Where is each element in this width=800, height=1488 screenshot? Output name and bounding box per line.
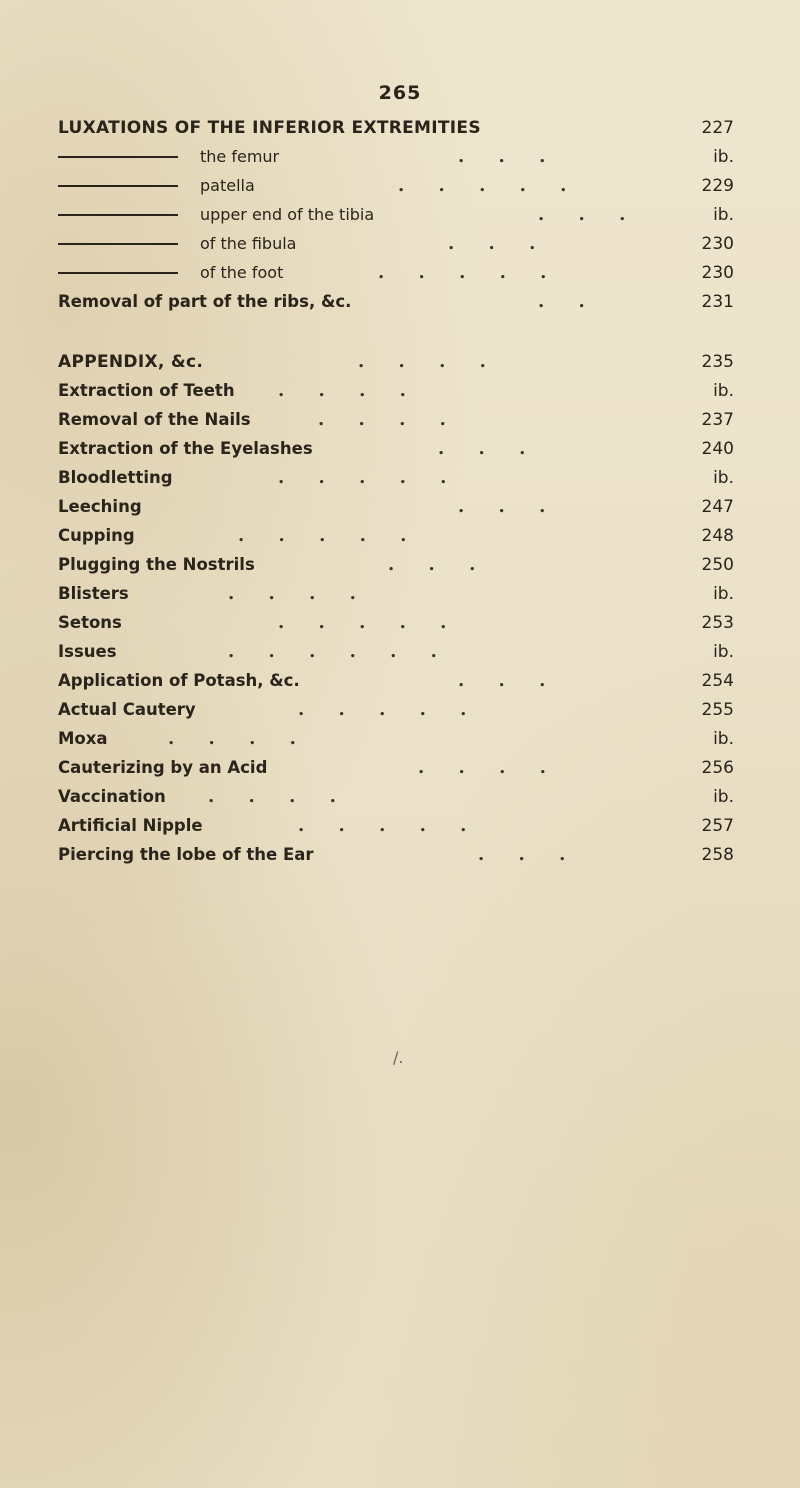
toc-entry-foot: of the foot . . . . . 230 <box>58 259 734 287</box>
ditto-dash <box>58 214 178 216</box>
entry-page: 229 <box>701 176 734 196</box>
toc-entry-bloodletting: Bloodletting . . . . . ib. <box>58 464 734 492</box>
entry-label: Setons <box>58 613 122 632</box>
entry-page: 231 <box>701 292 734 312</box>
toc-entry-nostrils: Plugging the Nostrils . . . 250 <box>58 551 734 579</box>
entry-page: 250 <box>701 555 734 575</box>
entry-page: 248 <box>701 526 734 546</box>
ditto-dash <box>58 272 178 274</box>
entry-label: Cupping <box>58 526 135 545</box>
toc-heading-luxations <box>58 114 734 142</box>
entry-label: the femur <box>200 147 280 166</box>
entry-page: 256 <box>701 758 734 778</box>
entry-label: Moxa <box>58 729 108 748</box>
entry-label: upper end of the tibia <box>200 205 375 224</box>
entry-page: 230 <box>701 263 734 283</box>
entry-page: 237 <box>701 410 734 430</box>
toc-entry-cautery: Actual Cautery . . . . . 255 <box>58 696 734 724</box>
entry-page: 258 <box>701 845 734 865</box>
entry-label: Vaccination <box>58 787 166 806</box>
entry-label: Removal of part of the ribs, &c. <box>58 292 352 311</box>
entry-label: Application of Potash, &c. <box>58 671 300 690</box>
entry-label: of the foot <box>200 263 284 282</box>
entry-label: Cauterizing by an Acid <box>58 758 268 777</box>
entry-label: Issues <box>58 642 117 661</box>
toc-entry-nails: Removal of the Nails . . . . 237 <box>58 406 734 434</box>
toc-entry-appendix: APPENDIX, &c. . . . . 235 <box>58 348 734 376</box>
entry-label: Removal of the Nails <box>58 410 251 429</box>
entry-label: Leeching <box>58 497 142 516</box>
toc-entry-leeching: Leeching . . . 247 <box>58 493 734 521</box>
entry-page: ib. <box>713 787 734 807</box>
entry-label: Actual Cautery <box>58 700 196 719</box>
page-number: 265 <box>378 82 422 104</box>
entry-label: Extraction of the Eyelashes <box>58 439 313 458</box>
toc-entry-blisters: Blisters . . . . ib. <box>58 580 734 608</box>
entry-label: LUXATIONS OF THE INFERIOR EXTREMITIES <box>58 118 481 138</box>
entry-page: 247 <box>701 497 734 517</box>
entry-page: ib. <box>713 147 734 167</box>
entry-page: 257 <box>701 816 734 836</box>
entry-label: Plugging the Nostrils <box>58 555 255 574</box>
toc-entry-cupping: Cupping . . . . . 248 <box>58 522 734 550</box>
toc-entry-setons: Setons . . . . . 253 <box>58 609 734 637</box>
ditto-dash <box>58 243 178 245</box>
toc-entry-fibula: of the fibula . . . 230 <box>58 230 734 258</box>
entry-label: patella <box>200 176 255 195</box>
entry-label: Bloodletting <box>58 468 173 487</box>
stray-mark: /. <box>393 1048 404 1067</box>
entry-page: 227 <box>701 118 734 138</box>
toc-entry-patella: patella . . . . . 229 <box>58 172 734 200</box>
entry-page: 230 <box>701 234 734 254</box>
toc-entry-removal-ribs: Removal of part of the ribs, &c. . . 231 <box>58 288 734 316</box>
toc-entry-femur: the femur . . . ib. <box>58 143 734 171</box>
ditto-dash <box>58 156 178 158</box>
toc-entry-potash: Application of Potash, &c. . . . 254 <box>58 667 734 695</box>
entry-page: 254 <box>701 671 734 691</box>
toc-entry-vaccination: Vaccination . . . . ib. <box>58 783 734 811</box>
entry-page: ib. <box>713 468 734 488</box>
entry-label: Piercing the lobe of the Ear <box>58 845 314 864</box>
entry-page: ib. <box>713 381 734 401</box>
entry-label: Blisters <box>58 584 129 603</box>
entry-page: ib. <box>713 729 734 749</box>
toc-entry-ear: Piercing the lobe of the Ear . . . 258 <box>58 841 734 869</box>
entry-page: 240 <box>701 439 734 459</box>
toc-entry-nipple: Artificial Nipple . . . . . 257 <box>58 812 734 840</box>
entry-page: ib. <box>713 584 734 604</box>
toc-entry-acid: Cauterizing by an Acid . . . . 256 <box>58 754 734 782</box>
toc-entry-tibia: upper end of the tibia . . . ib. <box>58 201 734 229</box>
toc-entry-eyelashes: Extraction of the Eyelashes . . . 240 <box>58 435 734 463</box>
toc-entry-moxa: Moxa . . . . ib. <box>58 725 734 753</box>
entry-page: ib. <box>713 642 734 662</box>
entry-page: 235 <box>701 352 734 372</box>
entry-label: Extraction of Teeth <box>58 381 235 400</box>
toc-entry-teeth: Extraction of Teeth . . . . ib. <box>58 377 734 405</box>
entry-label: APPENDIX, &c. <box>58 352 204 372</box>
entry-label: of the fibula <box>200 234 297 253</box>
entry-label: Artificial Nipple <box>58 816 203 835</box>
toc-entry-issues: Issues . . . . . . ib. <box>58 638 734 666</box>
entry-page: 255 <box>701 700 734 720</box>
ditto-dash <box>58 185 178 187</box>
entry-page: 253 <box>701 613 734 633</box>
entry-page: ib. <box>713 205 734 225</box>
